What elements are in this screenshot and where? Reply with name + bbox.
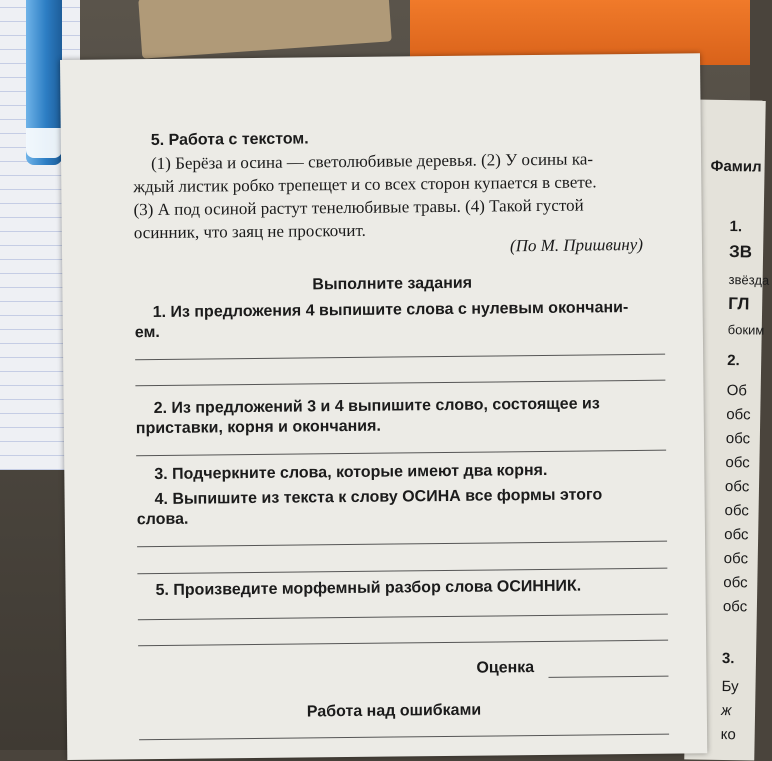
right-page-text: ж [720, 701, 732, 720]
text-line: ждый листик робко трепещет и со всех сторон купается в свете. [133, 172, 597, 197]
right-page-text: 3. [721, 649, 735, 668]
grade-label: Оценка [476, 659, 535, 677]
right-page-text: Об [726, 382, 748, 400]
task-5-text: 5. Произведите морфемный разбор слова ОСИННИК. [155, 577, 582, 600]
right-page-text: боким [727, 322, 765, 338]
text-line: (1) Берёза и осина — светолюбивые деревья. (2) У осины ка- [150, 149, 594, 174]
answer-line[interactable] [138, 640, 668, 647]
right-page-text: ко [720, 725, 736, 744]
right-page-text: ЗВ [728, 242, 753, 262]
right-page-text: обс [725, 454, 750, 472]
answer-line[interactable] [137, 541, 667, 548]
grade-line[interactable] [548, 676, 668, 678]
right-page-text: обс [723, 573, 748, 592]
right-page-text: обс [724, 526, 749, 544]
answer-line[interactable] [135, 354, 665, 361]
right-page-text: звёзда [728, 272, 770, 288]
answer-line[interactable] [135, 380, 665, 387]
answer-line[interactable] [136, 450, 666, 457]
text-author: (По М. Пришвину) [509, 234, 644, 256]
right-page-text: обс [726, 406, 751, 424]
task-1-text: 1. Из предложения 4 выпишите слова с нулевым окончани- [152, 299, 629, 322]
task-2-text: 2. Из предложений 3 и 4 выпишите слово, состоящее из [153, 395, 600, 418]
right-page-text: 1. [729, 218, 743, 236]
errors-heading: Работа над ошибками [306, 701, 482, 721]
task-1-text: ем. [134, 323, 160, 342]
right-page-text: 2. [727, 352, 740, 370]
right-page-text: обс [725, 430, 751, 448]
pen-cap [26, 128, 62, 158]
task-2-text: приставки, корня и окончания. [135, 417, 381, 438]
answer-line[interactable] [137, 568, 667, 575]
right-page-text: обс [724, 502, 750, 520]
answer-line[interactable] [138, 614, 668, 621]
section-header: 5. Работа с текстом. [150, 130, 309, 150]
right-page-text: обс [723, 549, 749, 568]
task-3-text: 3. Подчеркните слова, которые имеют два корня. [154, 461, 548, 484]
right-page-text: Бу [721, 677, 739, 696]
right-page-text: ГЛ [728, 294, 750, 314]
tasks-heading: Выполните задания [312, 274, 473, 294]
task-4-text: слова. [136, 510, 189, 529]
text-line: осинник, что заяц не проскочит. [133, 220, 366, 243]
task-4-text: 4. Выпишите из текста к слову ОСИНА все формы этого [154, 486, 603, 509]
text-line: (3) А под осиной растут тенелюбивые травы. (4) Такой густой [133, 195, 584, 220]
right-page-text: обс [722, 597, 748, 616]
workbook-page [60, 53, 707, 760]
answer-line[interactable] [139, 734, 669, 741]
right-page-text: Фамил [710, 157, 762, 176]
right-page-text: обс [724, 478, 750, 496]
